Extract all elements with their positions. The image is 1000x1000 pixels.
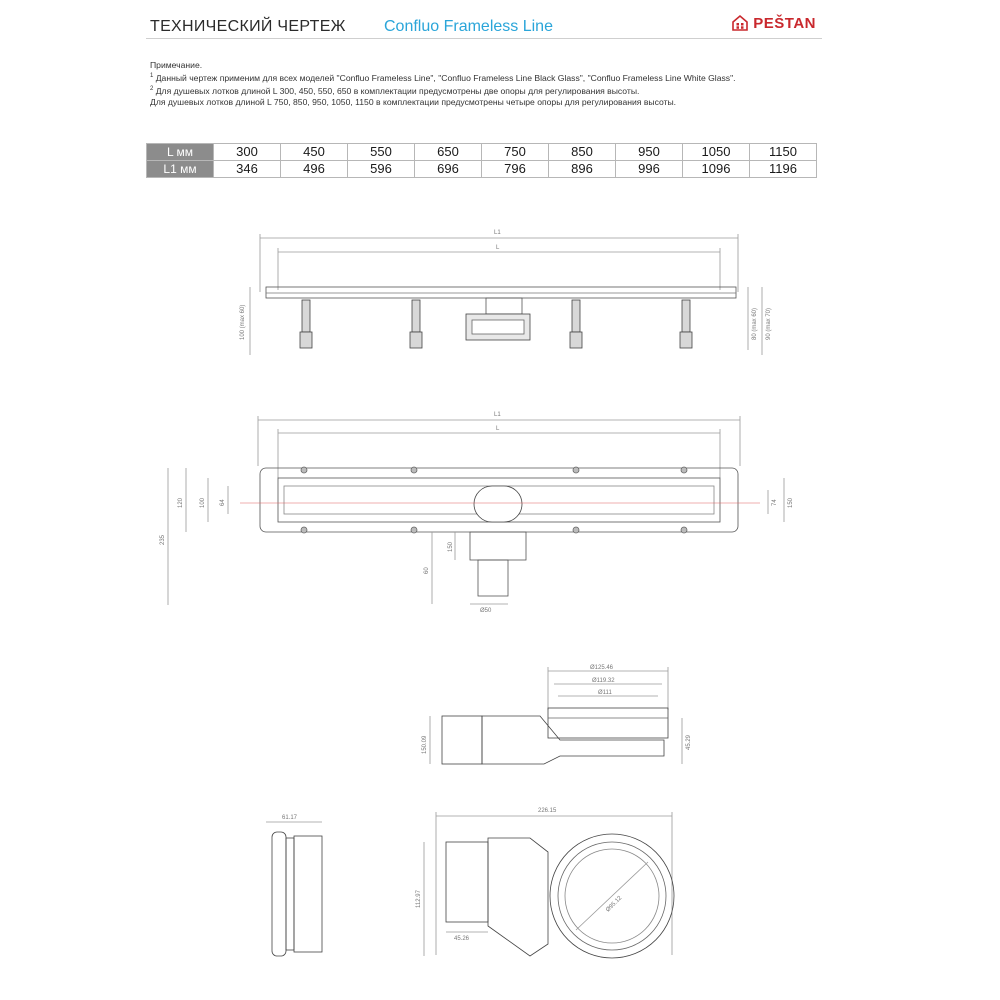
cell-l1-6: 996 — [616, 161, 683, 178]
top-view-drawing — [168, 416, 784, 605]
product-name: Confluo Frameless Line — [384, 18, 553, 35]
notes-heading: Примечание. — [150, 60, 203, 70]
dim-h1: 150.09 — [422, 735, 428, 754]
note-2-text: Для душевых лотков длиной L 300, 450, 550, 650 в комплектации предусмотрены две опоры для регулирования высоты. — [155, 85, 640, 96]
dim-top-right1: 74 — [772, 499, 778, 506]
dim-l1-side: L1 — [494, 230, 501, 236]
dim-w-total: 226.15 — [538, 808, 557, 814]
dim-side-left: 100 (max 60) — [240, 304, 246, 340]
dim-l1-top: L1 — [494, 412, 501, 418]
row-header-l1: L1 мм — [147, 161, 214, 178]
dim-d-grate: Ø95.12 — [605, 895, 624, 914]
cell-l1-8: 1196 — [750, 161, 817, 178]
note-2-marker: 2 — [150, 85, 154, 92]
dim-outlet-d: Ø50 — [480, 608, 492, 614]
cell-l-4: 750 — [482, 144, 549, 161]
cell-l1-0: 346 — [214, 161, 281, 178]
dim-side-right: 90 (max 70) — [766, 307, 772, 340]
note-1-text: Данный чертеж применим для всех моделей "Confluo Frameless Line", "Confluo Frameless Line Black Glass", "Confluo Frameless Line White Glass". — [155, 72, 736, 83]
dim-w-side: 61.17 — [282, 815, 298, 821]
side-view-drawing — [250, 234, 762, 355]
cell-l1-2: 596 — [348, 161, 415, 178]
page-title: ТЕХНИЧЕСКИЙ ЧЕРТЕЖ — [150, 18, 346, 35]
note-3: Для душевых лотков длиной L 750, 850, 950, 1050, 1150 в комплектации предусмотрены четыре опоры для регулирования высоты. — [150, 96, 677, 107]
side-profile-drawing — [266, 822, 322, 956]
cell-l1-5: 896 — [549, 161, 616, 178]
dim-outlet-h2: 60 — [424, 567, 430, 574]
dim-outlet-h: 150 — [448, 541, 454, 552]
cell-l1-3: 696 — [415, 161, 482, 178]
cell-l-0: 300 — [214, 144, 281, 161]
cell-l1-4: 796 — [482, 161, 549, 178]
dim-side-right2: 80 (max 60) — [752, 307, 758, 340]
trap-section-drawing — [430, 667, 682, 764]
cell-l-2: 550 — [348, 144, 415, 161]
dim-top-right2: 150 — [788, 497, 794, 508]
dim-top-w1: 120 — [178, 497, 184, 508]
dim-w-pipe: 45.26 — [454, 936, 470, 942]
cell-l-1: 450 — [281, 144, 348, 161]
dim-d1: Ø125.46 — [590, 665, 614, 671]
dim-top-w2: 100 — [200, 497, 206, 508]
dim-l-top: L — [496, 426, 500, 432]
dim-h2: 45.29 — [686, 734, 692, 750]
cell-l-8: 1150 — [750, 144, 817, 161]
row-header-l: L мм — [147, 144, 214, 161]
dim-d3: Ø111 — [598, 690, 612, 696]
cell-l1-7: 1096 — [683, 161, 750, 178]
cell-l-5: 850 — [549, 144, 616, 161]
dim-top-w3: 64 — [220, 499, 226, 506]
dim-top-total: 235 — [160, 534, 166, 545]
dim-h-total: 112.97 — [416, 890, 422, 908]
dim-l-side: L — [496, 245, 500, 251]
note-1-marker: 1 — [150, 73, 154, 79]
brand-name: PEŠTAN — [753, 14, 816, 32]
cell-l-6: 950 — [616, 144, 683, 161]
dim-d2: Ø119.32 — [592, 678, 615, 684]
cell-l-7: 1050 — [683, 144, 750, 161]
cell-l1-1: 496 — [281, 161, 348, 178]
cell-l-3: 650 — [415, 144, 482, 161]
